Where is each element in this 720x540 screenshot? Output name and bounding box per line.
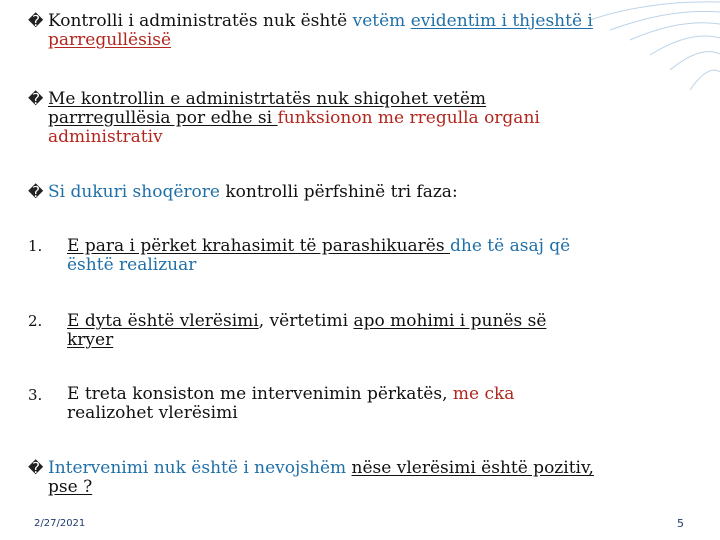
bullet-icon: �	[28, 183, 44, 201]
p1-text-d: parregullësisë	[48, 30, 172, 50]
item-3	[67, 385, 697, 423]
item-2-text-a: E dyta është vlerësimi	[67, 311, 259, 331]
item-2-number: 2.	[28, 312, 43, 330]
paragraph-3	[28, 183, 696, 202]
item-1-text-c: është realizuar	[67, 255, 197, 275]
item-2	[67, 312, 697, 350]
bullet-icon: �	[28, 459, 44, 477]
item-1-text-a: E para i përket krahasimit të parashikuarës	[67, 236, 450, 256]
p1-text-c: evidentim i thjeshtë i	[410, 11, 593, 31]
p2-text-b: parrregullësia por edhe si	[48, 108, 278, 128]
bullet-icon: �	[28, 12, 44, 30]
p1-text-b: vetëm	[352, 11, 411, 31]
p4-text-a: Intervenimi nuk është i nevojshëm	[48, 458, 352, 478]
item-2-text-c: apo mohimi i punës së	[353, 311, 547, 331]
item-1-text-b: dhe të asaj që	[450, 236, 571, 256]
item-2-text-b: , vërtetimi	[258, 311, 354, 331]
p4-text-c: pse ?	[48, 477, 93, 497]
p3-text-a: Si dukuri shoqërore	[48, 182, 226, 202]
bullet-icon: �	[28, 90, 44, 108]
item-3-text-a: E treta konsiston me intervenimin përkatës,	[67, 384, 453, 404]
item-2-text-d: kryer	[67, 330, 114, 350]
p4-text-b: nëse vlerësimi është pozitiv,	[351, 458, 594, 478]
p2-text-a: Me kontrollin e administrtatës nuk shiqohet vetëm	[48, 89, 487, 109]
item-1-number: 1.	[28, 237, 43, 255]
paragraph-4	[28, 459, 696, 497]
footer-date: 2/27/2021	[34, 518, 86, 529]
item-3-text-b: me cka	[452, 384, 515, 404]
p1-text-a: Kontrolli i administratës nuk është	[48, 11, 353, 31]
paragraph-2	[28, 90, 696, 147]
p2-text-d: administrativ	[48, 127, 163, 147]
paragraph-1	[28, 12, 696, 50]
p2-text-c: funksionon me rregulla organi	[277, 108, 540, 128]
item-3-text-c: realizohet vlerësimi	[67, 403, 238, 423]
page-number: 5	[677, 517, 684, 530]
item-3-number: 3.	[28, 386, 43, 404]
p3-text-b: kontrolli përfshinë tri faza:	[225, 182, 458, 202]
item-1	[67, 237, 697, 275]
